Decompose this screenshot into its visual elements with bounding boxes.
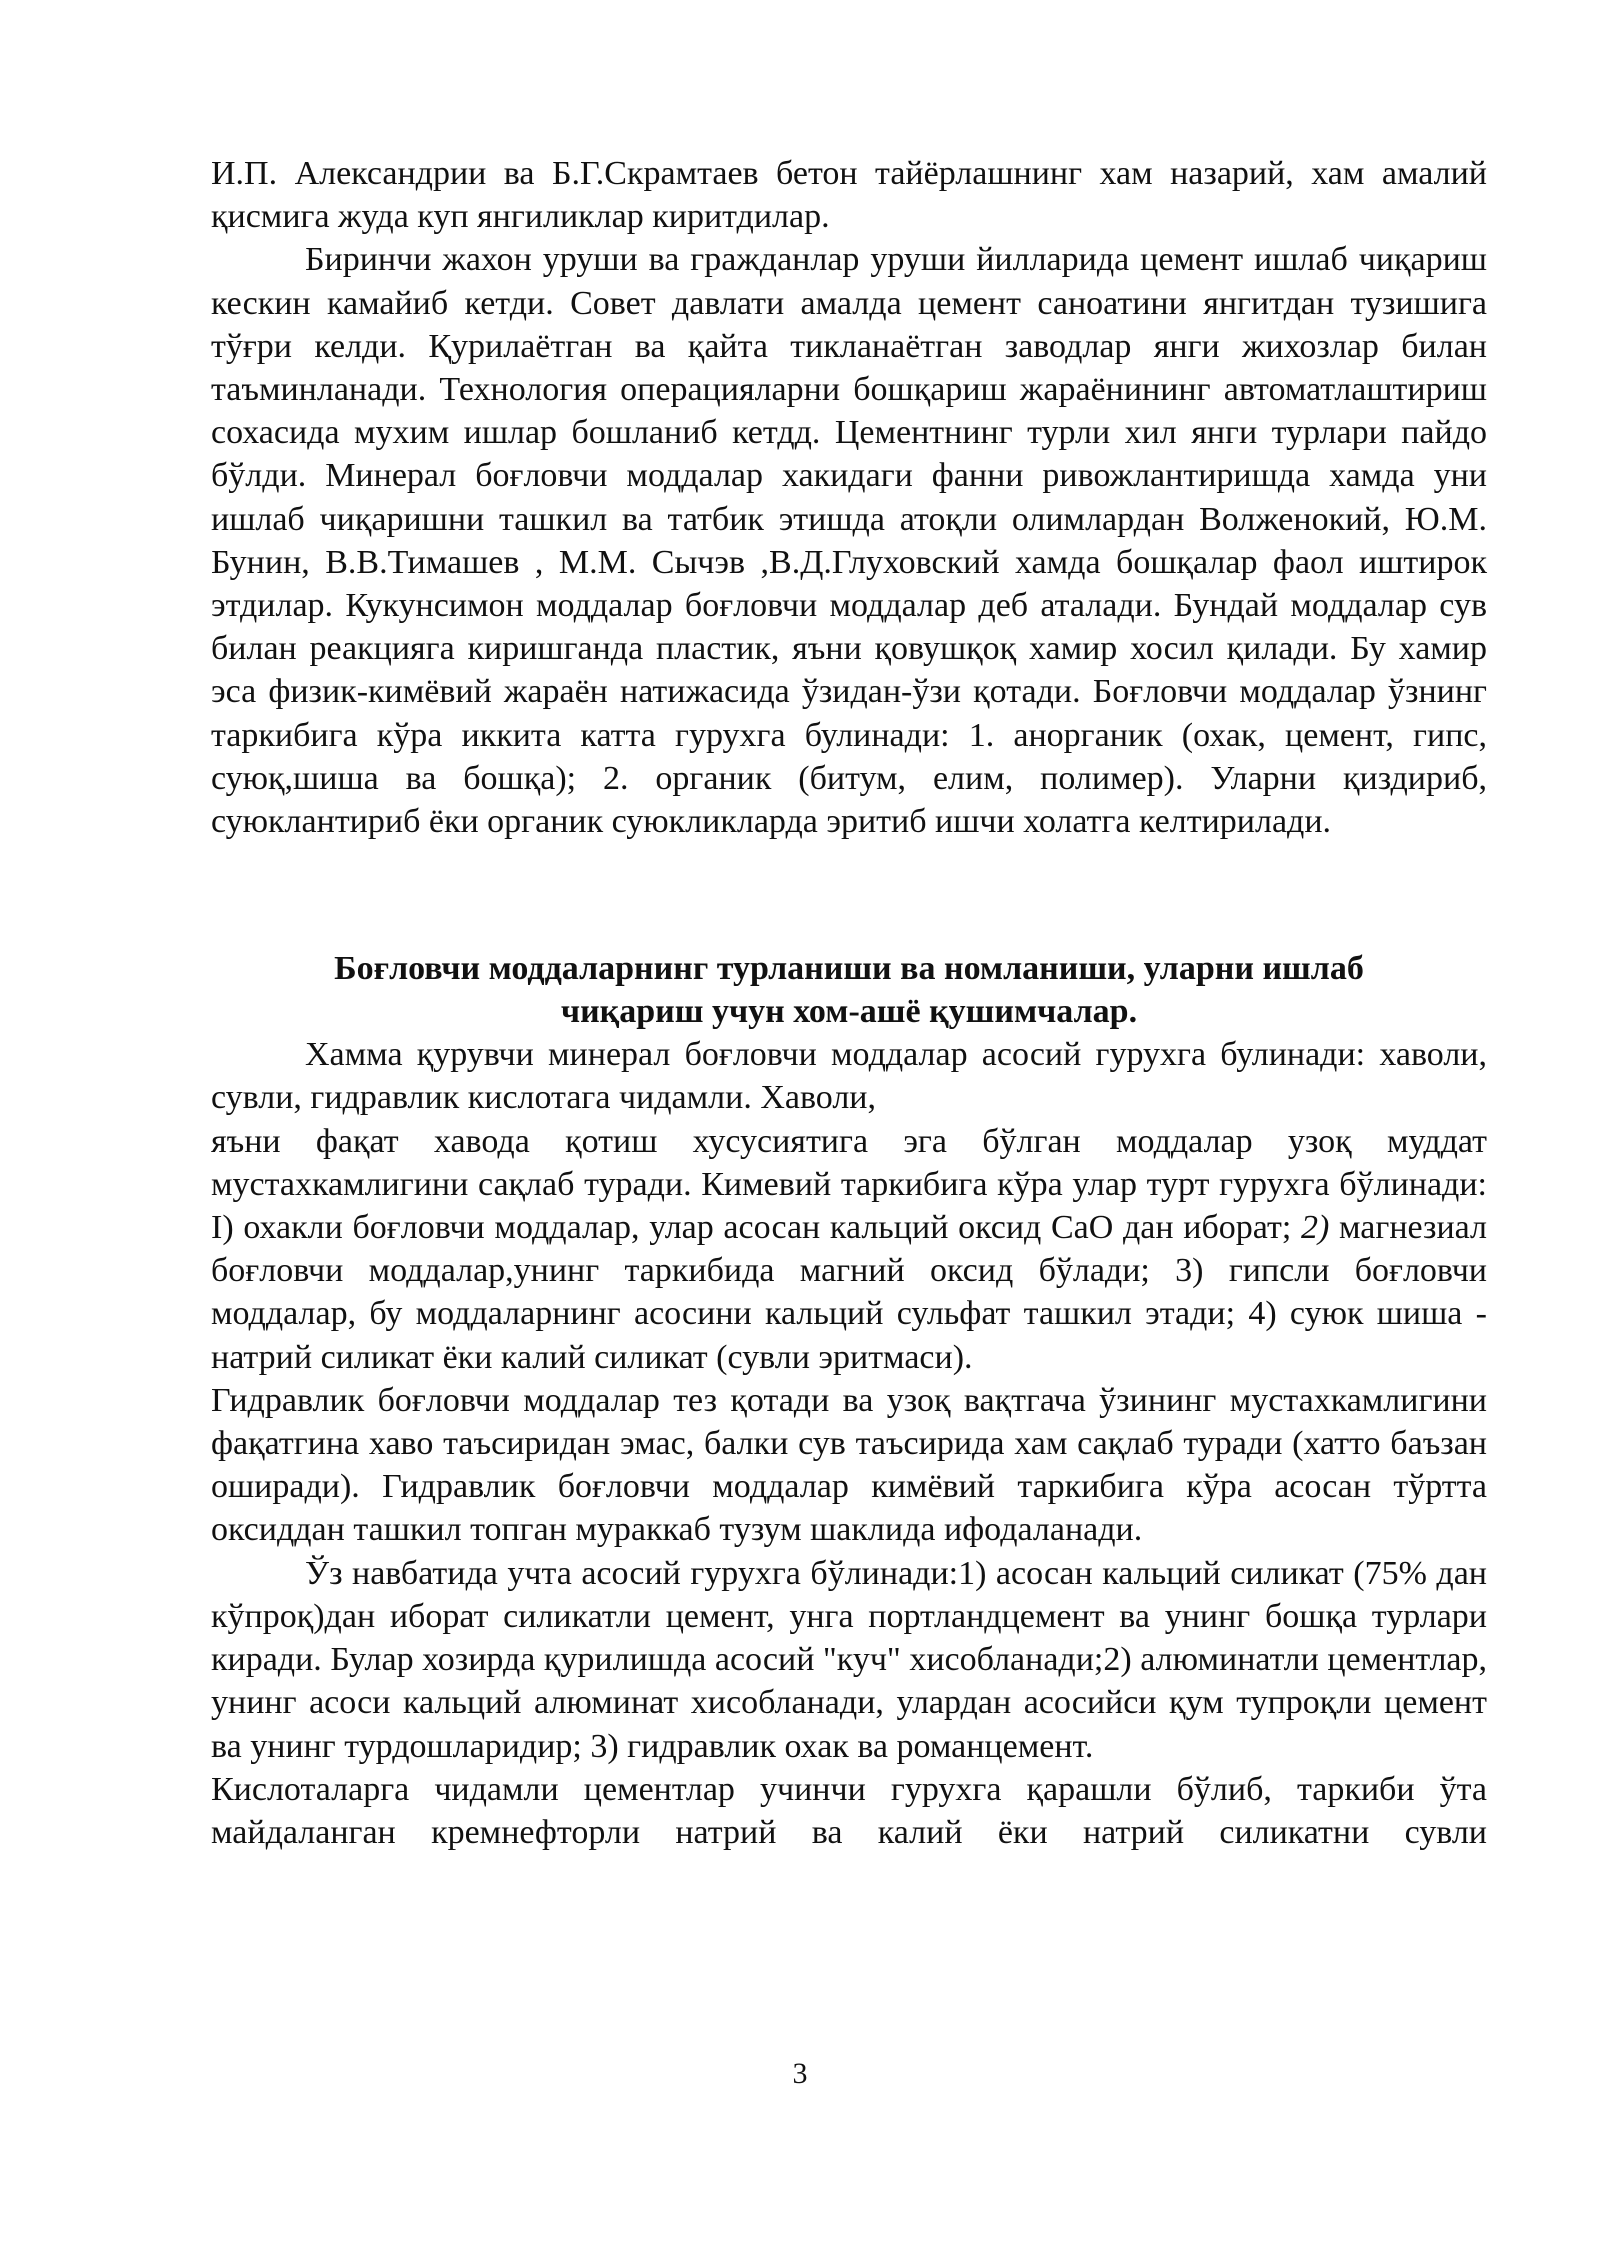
- paragraph-acid-resistant: Кислоталарга чидамли цементлар учинчи гурухга қарашли бўлиб, таркиби ўта майдаланган кремнефторли натрий ва калий ёки натрий силикатни сувли: [211, 1770, 1487, 1851]
- paragraph-hydraulic-groups: Ўз навбатида учта асосий гурухга бўлинади:1) асосан кальций силикат (75% дан кўпроқ)дан иборат силикатли цемент, унга портландцемент ва унинг бошқа турлари киради. Булар хозирда қурилишда асосий "куч" хисобланади;2) алюминатли цементлар, унинг асоси кальций алюминат хисобланади, улардан асосийси қум тупроқли цемент ва унинг турдошларидир; 3) гидравлик охак ва романцемент.: [211, 1554, 1487, 1765]
- page-number: 3: [792, 2057, 808, 2090]
- section-heading-line-1: Боғловчи моддаларнинг турланиши ва номланиши, уларни ишлаб: [334, 950, 1364, 988]
- section-heading: [211, 947, 1487, 1033]
- paragraph-intro: И.П. Александрии ва Б.Г.Скрамтаев бетон тайёрлашнинг хам назарий, хам амалий қисмига жуда куп янгиликлар киритдилар.: [211, 155, 1487, 236]
- page-body: [211, 152, 1487, 1854]
- list-marker-italic: 2): [1300, 1209, 1330, 1247]
- paragraph-history: Биринчи жахон уруши ва гражданлар уруши йилларида цемент ишлаб чиқариш кескин камайиб кетди. Совет давлати амалда цемент саноатини янгитдан тузишига тўғри келди. Қурилаётган ва қайта тикланаётган заводлар янги жихозлар билан таъминланади. Технология операцияларни бошқариш жараёнининг автоматлаштириш сохасида мухим ишлар бошланиб кетдд. Цементнинг турли хил янги турлари пайдо бўлди. Минерал боғловчи моддалар хакидаги фанни ривожлантиришда хамда уни ишлаб чиқаришни ташкил ва татбик этишда атоқли олимлардан Волженокий, Ю.М. Бунин, В.В.Тимашев , М.М. Сычэв ,В.Д.Глуховский хамда бошқалар фаол иштирок этдилар. Кукунсимон моддалар боғловчи моддалар деб аталади. Бундай моддалар сув билан реакцияга киришганда пластик, яъни қовушқоқ хамир хосил қилади. Бу хамир эса физик-кимёвий жараён натижасида ўзидан-ўзи қотади. Боғловчи моддалар ўзнинг таркибига кўра иккита катта гурухга булинади: 1. анорганик (охак, цемент, гипс, суюқ,шиша ва бошқа); 2. органик (битум, елим, полимер). Уларни қиздириб, суюклантириб ёки органик суюкликларда эритиб ишчи холатга келтирилади.: [211, 241, 1487, 841]
- paragraph-air-binders-end: магнезиал боғловчи моддалар,унинг таркибида магний оксид бўлади; 3) гипсли боғловчи моддалар, бу моддаларнинг асосини кальций сульфат ташкил этади; 4) суюк шиша - натрий силикат ёки калий силикат (сувли эритмаси).: [211, 1209, 1488, 1376]
- section-spacer: [211, 843, 1487, 947]
- paragraph-classification-intro: Хамма қурувчи минерал боғловчи моддалар асосий гурухга булинади: хаволи, сувли, гидравлик кислотага чидамли. Хаволи,: [211, 1036, 1487, 1117]
- paragraph-air-binders: [211, 1120, 1487, 1379]
- section-heading-line-2: чиқариш учун хом-ашё қушимчалар.: [560, 993, 1138, 1031]
- paragraph-air-binders-text: яъни фақат хавода қотиш хусусиятига эга бўлган моддалар узоқ муддат мустахкамлигини сақлаб туради. Кимевий таркибига кўра улар турт гурухга бўлинади: I) охакли боғловчи моддалар, улар асосан кальций оксид CaO дан иборат;: [211, 1122, 1487, 1247]
- paragraph-hydraulic-binders: Гидравлик боғловчи моддалар тез қотади ва узоқ вақтгача ўзининг мустахкамлигини фақатгина хаво таъсиридан эмас, балки сув таъсирида хам сақлаб туради (хатто баъзан оширади). Гидравлик боғловчи моддалар кимёвий таркибига кўра асосан тўртта оксиддан ташкил топган мураккаб тузум шаклида ифодаланади.: [211, 1381, 1487, 1549]
